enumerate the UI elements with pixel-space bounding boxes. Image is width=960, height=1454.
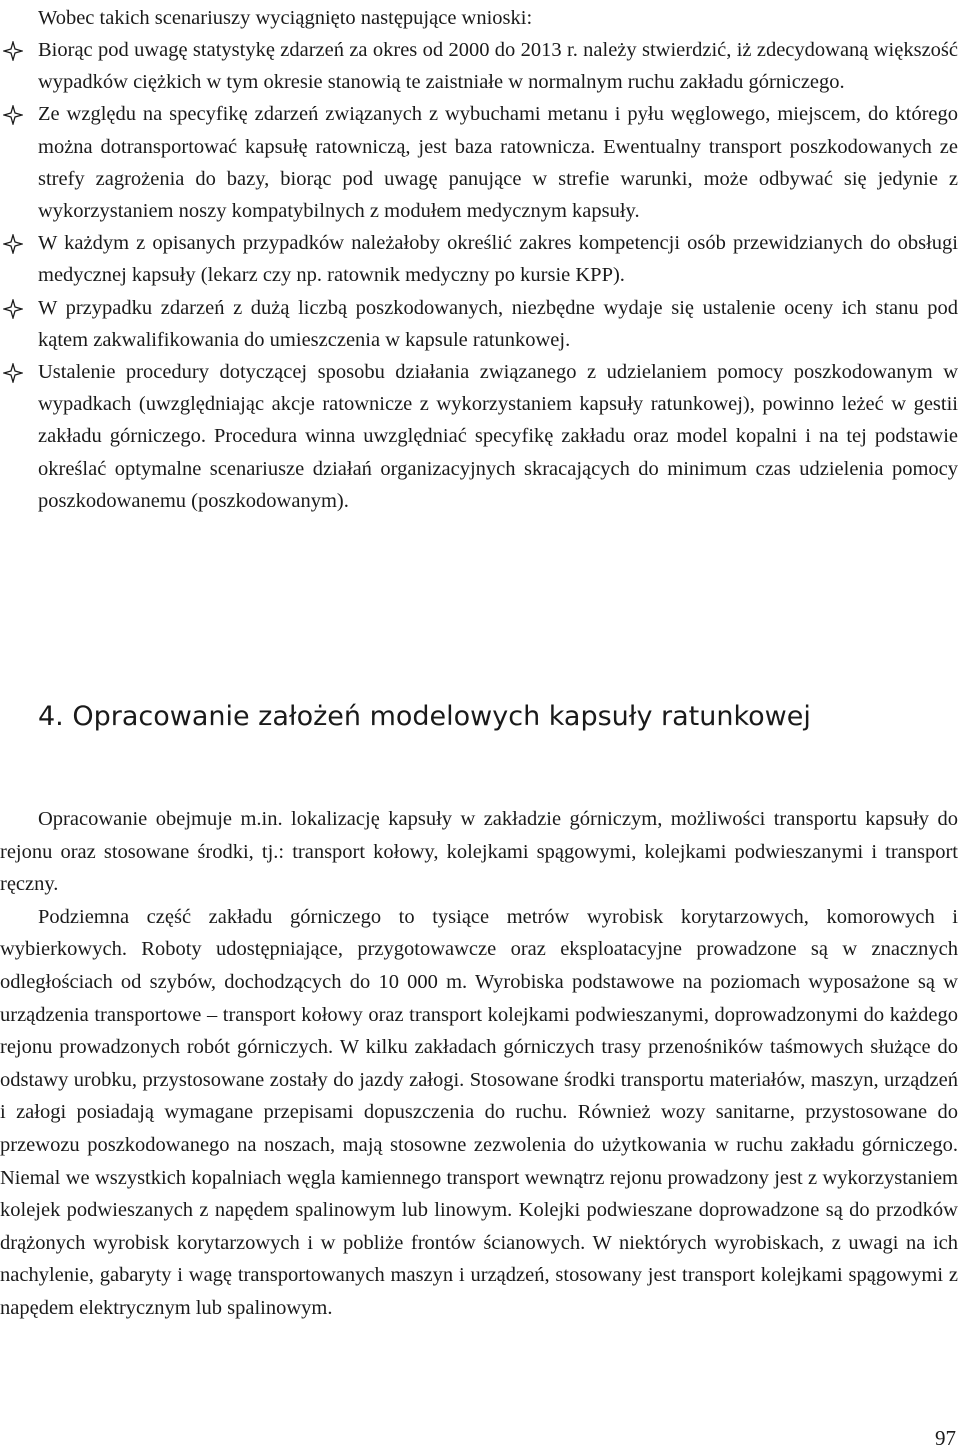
four-point-star-icon: [3, 234, 23, 254]
conclusion-item: [0, 34, 960, 98]
page-number: 97: [935, 1426, 956, 1450]
conclusion-item: [0, 292, 960, 356]
conclusion-text: W każdym z opisanych przypadków należałoby określić zakres kompetencji osób przewidzianych do obsługi medycznej kapsuły (lekarz czy np. ratownik medyczny po kursie KPP).: [38, 232, 958, 287]
conclusion-item: [0, 227, 960, 291]
conclusion-item: [0, 98, 960, 227]
section-body: [0, 803, 958, 1325]
four-point-star-icon: [3, 41, 23, 61]
four-point-star-icon: [3, 105, 23, 125]
four-point-star-icon: [3, 299, 23, 319]
section-heading: 4. Opracowanie założeń modelowych kapsuły ratunkowej: [38, 701, 811, 732]
conclusion-text: Biorąc pod uwagę statystykę zdarzeń za okres od 2000 do 2013 r. należy stwierdzić, iż zdecydowaną większość wypadków ciężkich w tym okresie stanowią te zaistniałe w normalnym ruchu zakładu górniczego.: [38, 39, 958, 94]
four-point-star-icon: [3, 363, 23, 383]
conclusions-list: [0, 34, 960, 517]
body-paragraph: Opracowanie obejmuje m.in. lokalizację kapsuły w zakładzie górniczym, możliwości transportu kapsuły do rejonu oraz stosowane środki, tj.: transport kołowy, kolejkami spągowymi, kolejkami podwieszanymi i transport ręczny.: [0, 808, 958, 896]
body-paragraph: Podziemna część zakładu górniczego to tysiące metrów wyrobisk korytarzowych, komorowych i wybierkowych. Roboty udostępniające, przygotowawcze oraz eksploatacyjne prowadzone są w znacznych odległościach od szybów, dochodzących do 10 000 m. Wyrobiska podstawowe na poziomach wyposażone są w urządzenia transportowe – transport kołowy oraz transport kolejkami podwieszanymi, doprowadzonymi do każdego rejonu prowadzonych robót górniczych. W kilku zakładach górniczych trasy przenośników taśmowych służące do odstawy urobku, przystosowane zostały do jazdy załogi. Stosowane środki transportu materiałów, maszyn, urządzeń i załogi posiadają wymagane przepisami dopuszczenia do ruchu. Również wozy sanitarne, przystosowane do przewozu poszkodowanego na noszach, mają stosowne zezwolenia do użytkowania w ruchu zakładu górniczego. Niemal we wszystkich kopalniach węgla kamiennego transport wewnątrz rejonu prowadzony jest z wykorzystaniem kolejek podwieszanych z napędem spalinowym lub linowym. Kolejki podwieszane doprowadzone są do przodków drążonych wyrobisk korytarzowych i w pobliże frontów ścianowych. W niektórych wyrobiskach, z uwagi na ich nachylenie, gabaryty i wagę transportowanych maszyn i urządzeń, stosowany jest transport kolejkami spągowymi z napędem elektrycznym lub spalinowym.: [0, 905, 958, 1319]
conclusion-item: [0, 356, 960, 517]
conclusion-text: Ze względu na specyfikę zdarzeń związanych z wybuchami metanu i pyłu węglowego, miejscem, do którego można dotransportować kapsułę ratowniczą, jest baza ratownicza. Ewentualny transport poszkodowanych ze strefy zagrożenia do bazy, biorąc pod uwagę panujące w strefie warunki, może odbywać się jedynie z wykorzystaniem noszy kompatybilnych z modułem medycznym kapsuły.: [38, 103, 958, 223]
conclusion-text: Ustalenie procedury dotyczącej sposobu działania związanego z udzielaniem pomocy poszkodowanym w wypadkach (uwzględniając akcje ratownicze z wykorzystaniem kapsuły ratunkowej), powinno leżeć w gestii zakładu górniczego. Procedura winna uwzględniać specyfikę zakładu oraz model kopalni i na tej podstawie określać optymalne scenariusze działań organizacyjnych skracających do minimum czas udzielenia pomocy poszkodowanemu (poszkodowanym).: [38, 361, 958, 512]
intro-line: Wobec takich scenariuszy wyciągnięto następujące wnioski:: [38, 7, 533, 29]
conclusion-text: W przypadku zdarzeń z dużą liczbą poszkodowanych, niezbędne wydaje się ustalenie oceny ich stanu pod kątem zakwalifikowania do umieszczenia w kapsule ratunkowej.: [38, 296, 958, 351]
